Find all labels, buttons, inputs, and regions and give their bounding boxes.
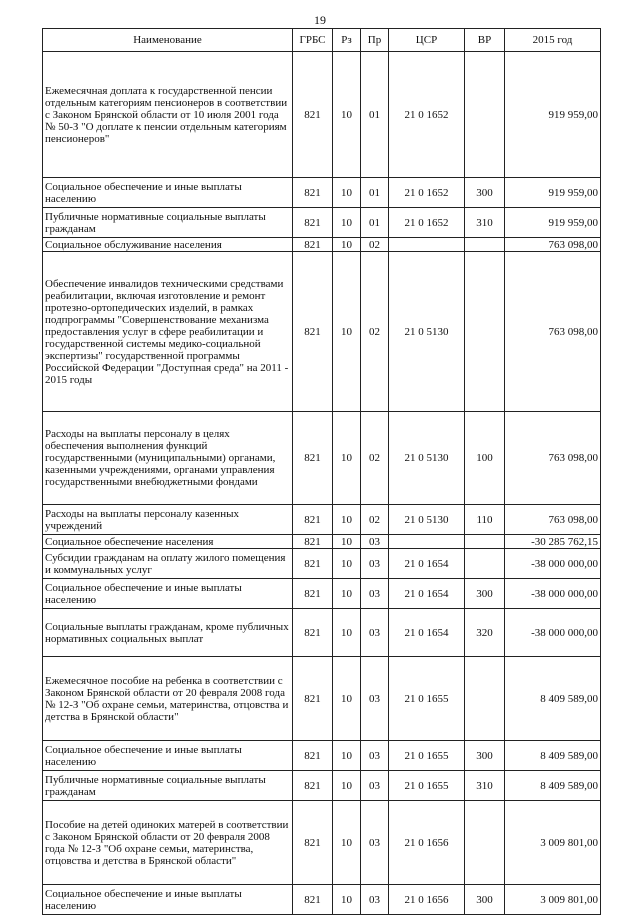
row-pr: 03 <box>361 741 389 771</box>
table-row <box>43 579 601 609</box>
row-vr <box>465 52 505 178</box>
row-vr <box>465 657 505 741</box>
table-row <box>43 178 601 208</box>
table-row <box>43 885 601 915</box>
row-grbs: 821 <box>293 657 333 741</box>
table-row <box>43 412 601 505</box>
row-csr <box>389 535 465 549</box>
row-amount: 919 959,00 <box>505 178 601 208</box>
row-grbs: 821 <box>293 771 333 801</box>
row-amount: -38 000 000,00 <box>505 609 601 657</box>
page-number: 19 <box>314 13 326 27</box>
table-row <box>43 741 601 771</box>
row-amount: 8 409 589,00 <box>505 657 601 741</box>
row-vr <box>465 238 505 252</box>
row-grbs: 821 <box>293 535 333 549</box>
row-grbs: 821 <box>293 801 333 885</box>
table-row <box>43 549 601 579</box>
row-rz: 10 <box>333 801 361 885</box>
header-rz: Рз <box>333 29 361 52</box>
header-name: Наименование <box>43 29 293 52</box>
row-name: Ежемесячное пособие на ребенка в соответствии с Законом Брянской области от 20 февраля 2008 года № 12-З "Об охране семьи, материнства, отцовства и детства в Брянской области" <box>43 657 293 741</box>
row-name: Социальное обеспечение и иные выплаты населению <box>43 885 293 915</box>
row-pr: 03 <box>361 657 389 741</box>
row-amount: -30 285 762,15 <box>505 535 601 549</box>
row-csr: 21 0 1654 <box>389 579 465 609</box>
row-vr: 110 <box>465 505 505 535</box>
row-vr: 300 <box>465 178 505 208</box>
row-grbs: 821 <box>293 412 333 505</box>
row-csr <box>389 238 465 252</box>
table-row <box>43 252 601 412</box>
row-pr: 03 <box>361 535 389 549</box>
row-amount: 919 959,00 <box>505 208 601 238</box>
row-name: Социальное обеспечение населения <box>43 535 293 549</box>
row-name: Обеспечение инвалидов техническими средствами реабилитации, включая изготовление и ремонт протезно-ортопедических изделий, в рамках подпрограммы "Совершенствование механизма предоставления услуг в сфере реабилитации и государственной системы медико-социальной экспертизы" государственной программы Российской Федерации "Доступная среда" на 2011 - 2015 годы <box>43 252 293 412</box>
row-pr: 01 <box>361 52 389 178</box>
table-row <box>43 208 601 238</box>
row-name: Социальное обеспечение и иные выплаты населению <box>43 579 293 609</box>
row-amount: 763 098,00 <box>505 505 601 535</box>
row-pr: 01 <box>361 208 389 238</box>
row-pr: 03 <box>361 579 389 609</box>
row-grbs: 821 <box>293 52 333 178</box>
row-csr: 21 0 1655 <box>389 741 465 771</box>
row-csr: 21 0 5130 <box>389 505 465 535</box>
row-vr: 310 <box>465 208 505 238</box>
row-csr: 21 0 1655 <box>389 657 465 741</box>
row-rz: 10 <box>333 657 361 741</box>
row-amount: -38 000 000,00 <box>505 579 601 609</box>
row-rz: 10 <box>333 238 361 252</box>
row-grbs: 821 <box>293 741 333 771</box>
header-grbs: ГРБС <box>293 29 333 52</box>
row-rz: 10 <box>333 549 361 579</box>
row-amount: 8 409 589,00 <box>505 741 601 771</box>
row-vr: 300 <box>465 579 505 609</box>
row-grbs: 821 <box>293 178 333 208</box>
header-amount: 2015 год <box>505 29 601 52</box>
row-amount: 763 098,00 <box>505 238 601 252</box>
row-csr: 21 0 1652 <box>389 208 465 238</box>
row-name: Публичные нормативные социальные выплаты гражданам <box>43 771 293 801</box>
row-grbs: 821 <box>293 238 333 252</box>
row-pr: 03 <box>361 771 389 801</box>
row-csr: 21 0 5130 <box>389 412 465 505</box>
table-row <box>43 505 601 535</box>
row-name: Социальное обеспечение и иные выплаты населению <box>43 741 293 771</box>
row-name: Социальные выплаты гражданам, кроме публичных нормативных социальных выплат <box>43 609 293 657</box>
row-vr <box>465 535 505 549</box>
row-vr: 310 <box>465 771 505 801</box>
row-amount: -38 000 000,00 <box>505 549 601 579</box>
row-csr: 21 0 1655 <box>389 771 465 801</box>
row-grbs: 821 <box>293 208 333 238</box>
row-vr: 100 <box>465 412 505 505</box>
budget-table <box>42 28 601 915</box>
row-csr: 21 0 1656 <box>389 801 465 885</box>
table-row <box>43 771 601 801</box>
row-rz: 10 <box>333 178 361 208</box>
row-rz: 10 <box>333 885 361 915</box>
row-pr: 03 <box>361 549 389 579</box>
row-pr: 01 <box>361 178 389 208</box>
row-rz: 10 <box>333 771 361 801</box>
row-grbs: 821 <box>293 549 333 579</box>
row-amount: 763 098,00 <box>505 412 601 505</box>
row-name: Расходы на выплаты персоналу казенных учреждений <box>43 505 293 535</box>
row-grbs: 821 <box>293 505 333 535</box>
row-grbs: 821 <box>293 885 333 915</box>
row-vr <box>465 801 505 885</box>
row-pr: 02 <box>361 238 389 252</box>
row-name: Ежемесячная доплата к государственной пенсии отдельным категориям пенсионеров в соответствии с Законом Брянской области от 10 июля 2001 года № 50-З "О доплате к пенсии отдельным категориям пенсионеров" <box>43 52 293 178</box>
row-amount: 919 959,00 <box>505 52 601 178</box>
row-rz: 10 <box>333 252 361 412</box>
row-pr: 02 <box>361 252 389 412</box>
table-row <box>43 609 601 657</box>
row-rz: 10 <box>333 535 361 549</box>
row-rz: 10 <box>333 579 361 609</box>
row-csr: 21 0 1654 <box>389 609 465 657</box>
table-row <box>43 535 601 549</box>
row-amount: 3 009 801,00 <box>505 801 601 885</box>
row-vr: 300 <box>465 885 505 915</box>
row-pr: 03 <box>361 885 389 915</box>
table-row <box>43 52 601 178</box>
row-rz: 10 <box>333 505 361 535</box>
row-csr: 21 0 5130 <box>389 252 465 412</box>
header-csr: ЦСР <box>389 29 465 52</box>
row-name: Публичные нормативные социальные выплаты гражданам <box>43 208 293 238</box>
row-grbs: 821 <box>293 609 333 657</box>
table-row <box>43 657 601 741</box>
row-csr: 21 0 1652 <box>389 178 465 208</box>
row-csr: 21 0 1656 <box>389 885 465 915</box>
row-rz: 10 <box>333 609 361 657</box>
row-vr <box>465 549 505 579</box>
header-vr: ВР <box>465 29 505 52</box>
row-rz: 10 <box>333 52 361 178</box>
row-grbs: 821 <box>293 579 333 609</box>
row-name: Субсидии гражданам на оплату жилого помещения и коммунальных услуг <box>43 549 293 579</box>
row-pr: 02 <box>361 505 389 535</box>
row-amount: 763 098,00 <box>505 252 601 412</box>
row-vr <box>465 252 505 412</box>
row-rz: 10 <box>333 741 361 771</box>
row-name: Пособие на детей одиноких матерей в соответствии с Законом Брянской области от 20 февраля 2008 года № 12-З "Об охране семьи, материнства, отцовства и детства в Брянской области" <box>43 801 293 885</box>
row-name: Расходы на выплаты персоналу в целях обеспечения выполнения функций государственными (муниципальными) органами, казенными учреждениями, органами управления государственными внебюджетными фондами <box>43 412 293 505</box>
row-vr: 320 <box>465 609 505 657</box>
row-rz: 10 <box>333 412 361 505</box>
row-pr: 03 <box>361 609 389 657</box>
row-csr: 21 0 1652 <box>389 52 465 178</box>
row-name: Социальное обеспечение и иные выплаты населению <box>43 178 293 208</box>
row-amount: 3 009 801,00 <box>505 885 601 915</box>
row-grbs: 821 <box>293 252 333 412</box>
table-row <box>43 238 601 252</box>
row-name: Социальное обслуживание населения <box>43 238 293 252</box>
row-csr: 21 0 1654 <box>389 549 465 579</box>
row-vr: 300 <box>465 741 505 771</box>
row-rz: 10 <box>333 208 361 238</box>
table-header-row <box>43 29 601 52</box>
table-row <box>43 801 601 885</box>
row-pr: 03 <box>361 801 389 885</box>
row-pr: 02 <box>361 412 389 505</box>
row-amount: 8 409 589,00 <box>505 771 601 801</box>
header-pr: Пр <box>361 29 389 52</box>
